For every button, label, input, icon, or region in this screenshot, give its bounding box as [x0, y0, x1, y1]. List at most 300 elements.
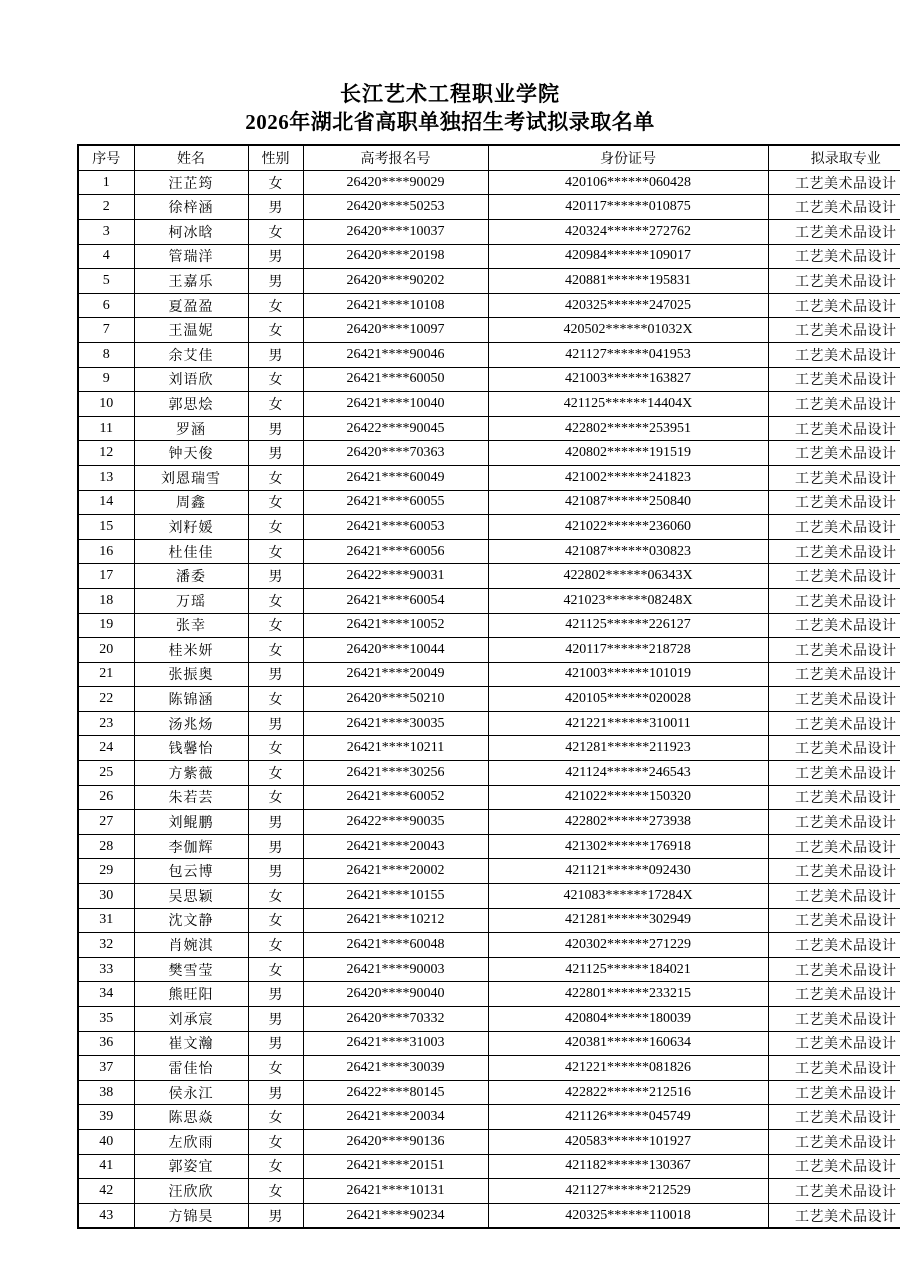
document-title-block [0, 0, 900, 135]
cell-index: 20 [78, 638, 134, 663]
cell-major: 工艺美术品设计 [768, 1203, 900, 1228]
cell-exam-no: 26421****10108 [303, 293, 488, 318]
cell-exam-no: 26420****50253 [303, 195, 488, 220]
cell-major: 工艺美术品设计 [768, 884, 900, 909]
cell-name: 肖婉淇 [134, 933, 248, 958]
cell-id-no: 420105******020028 [488, 687, 768, 712]
table-row [78, 638, 900, 663]
cell-index: 25 [78, 761, 134, 786]
cell-name: 刘鲲鹏 [134, 810, 248, 835]
table-row [78, 392, 900, 417]
cell-gender: 男 [248, 564, 303, 589]
cell-name: 熊旺阳 [134, 982, 248, 1007]
cell-exam-no: 26421****90003 [303, 957, 488, 982]
cell-gender: 女 [248, 318, 303, 343]
cell-major: 工艺美术品设计 [768, 539, 900, 564]
cell-gender: 女 [248, 490, 303, 515]
cell-exam-no: 26421****20043 [303, 834, 488, 859]
cell-major: 工艺美术品设计 [768, 416, 900, 441]
table-row [78, 785, 900, 810]
cell-index: 12 [78, 441, 134, 466]
cell-major: 工艺美术品设计 [768, 392, 900, 417]
table-row [78, 293, 900, 318]
cell-index: 11 [78, 416, 134, 441]
column-header-index: 序号 [78, 145, 134, 170]
cell-name: 方紫薇 [134, 761, 248, 786]
cell-name: 王温妮 [134, 318, 248, 343]
cell-name: 沈文静 [134, 908, 248, 933]
cell-gender: 男 [248, 662, 303, 687]
table-row [78, 515, 900, 540]
cell-gender: 女 [248, 220, 303, 245]
cell-id-no: 421125******184021 [488, 957, 768, 982]
cell-exam-no: 26420****90136 [303, 1129, 488, 1154]
cell-id-no: 420802******191519 [488, 441, 768, 466]
cell-index: 32 [78, 933, 134, 958]
cell-name: 吴思颖 [134, 884, 248, 909]
table-row [78, 1129, 900, 1154]
table-row [78, 1105, 900, 1130]
cell-major: 工艺美术品设计 [768, 1007, 900, 1032]
cell-name: 万瑶 [134, 588, 248, 613]
cell-major: 工艺美术品设计 [768, 933, 900, 958]
column-header-gender: 性别 [248, 145, 303, 170]
cell-gender: 女 [248, 170, 303, 195]
cell-exam-no: 26421****20049 [303, 662, 488, 687]
table-row [78, 465, 900, 490]
cell-major: 工艺美术品设计 [768, 859, 900, 884]
cell-index: 27 [78, 810, 134, 835]
cell-name: 汪芷筠 [134, 170, 248, 195]
cell-index: 37 [78, 1056, 134, 1081]
cell-name: 雷佳怡 [134, 1056, 248, 1081]
institution-name: 长江艺术工程职业学院 [340, 82, 560, 106]
cell-exam-no: 26420****20198 [303, 244, 488, 269]
cell-id-no: 420302******271229 [488, 933, 768, 958]
table-row [78, 933, 900, 958]
table-row [78, 220, 900, 245]
table-row [78, 662, 900, 687]
cell-exam-no: 26421****30035 [303, 711, 488, 736]
cell-name: 包云博 [134, 859, 248, 884]
table-row [78, 1179, 900, 1204]
table-row [78, 490, 900, 515]
cell-major: 工艺美术品设计 [768, 293, 900, 318]
cell-name: 朱若芸 [134, 785, 248, 810]
cell-id-no: 420381******160634 [488, 1031, 768, 1056]
cell-gender: 女 [248, 884, 303, 909]
cell-name: 左欣雨 [134, 1129, 248, 1154]
table-row [78, 170, 900, 195]
cell-major: 工艺美术品设计 [768, 170, 900, 195]
cell-id-no: 420325******247025 [488, 293, 768, 318]
cell-id-no: 420117******218728 [488, 638, 768, 663]
cell-name: 汤兆炀 [134, 711, 248, 736]
table-header [78, 145, 900, 170]
cell-exam-no: 26421****10052 [303, 613, 488, 638]
cell-index: 17 [78, 564, 134, 589]
cell-name: 郭思烩 [134, 392, 248, 417]
cell-id-no: 421127******041953 [488, 342, 768, 367]
cell-name: 樊雪莹 [134, 957, 248, 982]
table-row [78, 1056, 900, 1081]
cell-id-no: 421125******14404X [488, 392, 768, 417]
cell-gender: 女 [248, 761, 303, 786]
cell-id-no: 421302******176918 [488, 834, 768, 859]
table-row [78, 539, 900, 564]
cell-id-no: 420117******010875 [488, 195, 768, 220]
cell-id-no: 422801******233215 [488, 982, 768, 1007]
table-row [78, 367, 900, 392]
cell-gender: 女 [248, 465, 303, 490]
cell-exam-no: 26421****10040 [303, 392, 488, 417]
cell-exam-no: 26421****31003 [303, 1031, 488, 1056]
cell-index: 42 [78, 1179, 134, 1204]
cell-index: 24 [78, 736, 134, 761]
cell-index: 7 [78, 318, 134, 343]
cell-gender: 女 [248, 908, 303, 933]
table-row [78, 761, 900, 786]
cell-index: 41 [78, 1154, 134, 1179]
cell-gender: 女 [248, 1056, 303, 1081]
table-row [78, 687, 900, 712]
cell-id-no: 420881******195831 [488, 269, 768, 294]
cell-major: 工艺美术品设计 [768, 367, 900, 392]
cell-major: 工艺美术品设计 [768, 1154, 900, 1179]
cell-index: 22 [78, 687, 134, 712]
cell-gender: 女 [248, 588, 303, 613]
cell-exam-no: 26421****60048 [303, 933, 488, 958]
cell-gender: 男 [248, 416, 303, 441]
table-row [78, 588, 900, 613]
cell-major: 工艺美术品设计 [768, 785, 900, 810]
cell-id-no: 421087******250840 [488, 490, 768, 515]
cell-exam-no: 26421****60050 [303, 367, 488, 392]
cell-index: 26 [78, 785, 134, 810]
column-header-id-no: 身份证号 [488, 145, 768, 170]
table-row [78, 1007, 900, 1032]
cell-index: 34 [78, 982, 134, 1007]
cell-gender: 女 [248, 392, 303, 417]
cell-gender: 女 [248, 613, 303, 638]
table-body [78, 170, 900, 1228]
cell-exam-no: 26420****90202 [303, 269, 488, 294]
cell-exam-no: 26421****10211 [303, 736, 488, 761]
cell-name: 李伽辉 [134, 834, 248, 859]
cell-gender: 男 [248, 1031, 303, 1056]
cell-name: 徐梓涵 [134, 195, 248, 220]
cell-exam-no: 26421****60052 [303, 785, 488, 810]
cell-id-no: 421121******092430 [488, 859, 768, 884]
cell-exam-no: 26420****10037 [303, 220, 488, 245]
cell-major: 工艺美术品设计 [768, 220, 900, 245]
cell-id-no: 421022******150320 [488, 785, 768, 810]
cell-gender: 女 [248, 1129, 303, 1154]
table-row [78, 859, 900, 884]
admission-roster-table [77, 144, 900, 1229]
table-header-row [78, 145, 900, 170]
cell-id-no: 421126******045749 [488, 1105, 768, 1130]
cell-gender: 男 [248, 441, 303, 466]
cell-id-no: 420984******109017 [488, 244, 768, 269]
cell-id-no: 421023******08248X [488, 588, 768, 613]
cell-id-no: 421022******236060 [488, 515, 768, 540]
cell-id-no: 421127******212529 [488, 1179, 768, 1204]
page-title: 2026年湖北省高职单独招生考试拟录取名单 [245, 109, 655, 134]
cell-name: 方锦昊 [134, 1203, 248, 1228]
cell-major: 工艺美术品设计 [768, 342, 900, 367]
cell-gender: 男 [248, 982, 303, 1007]
cell-index: 3 [78, 220, 134, 245]
cell-gender: 女 [248, 1154, 303, 1179]
cell-id-no: 420325******110018 [488, 1203, 768, 1228]
cell-gender: 男 [248, 244, 303, 269]
cell-index: 16 [78, 539, 134, 564]
cell-gender: 男 [248, 810, 303, 835]
cell-major: 工艺美术品设计 [768, 613, 900, 638]
cell-index: 21 [78, 662, 134, 687]
table-row [78, 613, 900, 638]
cell-gender: 女 [248, 785, 303, 810]
table-row [78, 269, 900, 294]
cell-index: 14 [78, 490, 134, 515]
cell-exam-no: 26420****10097 [303, 318, 488, 343]
column-header-name: 姓名 [134, 145, 248, 170]
cell-exam-no: 26421****10131 [303, 1179, 488, 1204]
cell-id-no: 420583******101927 [488, 1129, 768, 1154]
cell-index: 33 [78, 957, 134, 982]
cell-major: 工艺美术品设计 [768, 687, 900, 712]
cell-index: 38 [78, 1080, 134, 1105]
cell-major: 工艺美术品设计 [768, 441, 900, 466]
cell-exam-no: 26422****90045 [303, 416, 488, 441]
cell-exam-no: 26420****70363 [303, 441, 488, 466]
cell-index: 13 [78, 465, 134, 490]
cell-name: 郭姿宜 [134, 1154, 248, 1179]
cell-exam-no: 26421****60055 [303, 490, 488, 515]
cell-gender: 女 [248, 736, 303, 761]
cell-exam-no: 26421****20002 [303, 859, 488, 884]
cell-gender: 男 [248, 269, 303, 294]
cell-name: 钟天俊 [134, 441, 248, 466]
cell-exam-no: 26421****10155 [303, 884, 488, 909]
cell-major: 工艺美术品设计 [768, 244, 900, 269]
cell-exam-no: 26421****60053 [303, 515, 488, 540]
cell-exam-no: 26421****30256 [303, 761, 488, 786]
cell-major: 工艺美术品设计 [768, 638, 900, 663]
cell-id-no: 421281******211923 [488, 736, 768, 761]
cell-gender: 男 [248, 342, 303, 367]
cell-exam-no: 26421****90046 [303, 342, 488, 367]
cell-major: 工艺美术品设计 [768, 1129, 900, 1154]
cell-id-no: 421221******081826 [488, 1056, 768, 1081]
cell-name: 侯永江 [134, 1080, 248, 1105]
cell-major: 工艺美术品设计 [768, 711, 900, 736]
cell-major: 工艺美术品设计 [768, 982, 900, 1007]
cell-exam-no: 26420****10044 [303, 638, 488, 663]
cell-exam-no: 26420****90029 [303, 170, 488, 195]
cell-id-no: 421003******163827 [488, 367, 768, 392]
cell-name: 刘承宸 [134, 1007, 248, 1032]
cell-gender: 男 [248, 859, 303, 884]
cell-gender: 女 [248, 957, 303, 982]
table-row [78, 957, 900, 982]
cell-name: 潘委 [134, 564, 248, 589]
cell-gender: 男 [248, 1203, 303, 1228]
cell-index: 10 [78, 392, 134, 417]
cell-gender: 女 [248, 687, 303, 712]
cell-id-no: 421182******130367 [488, 1154, 768, 1179]
cell-name: 崔文瀚 [134, 1031, 248, 1056]
cell-index: 5 [78, 269, 134, 294]
cell-gender: 女 [248, 638, 303, 663]
cell-major: 工艺美术品设计 [768, 1031, 900, 1056]
cell-gender: 男 [248, 1080, 303, 1105]
cell-exam-no: 26422****90031 [303, 564, 488, 589]
cell-index: 43 [78, 1203, 134, 1228]
cell-exam-no: 26421****20151 [303, 1154, 488, 1179]
cell-gender: 男 [248, 1007, 303, 1032]
cell-gender: 男 [248, 834, 303, 859]
cell-major: 工艺美术品设计 [768, 318, 900, 343]
cell-id-no: 421087******030823 [488, 539, 768, 564]
cell-exam-no: 26420****90040 [303, 982, 488, 1007]
cell-exam-no: 26422****80145 [303, 1080, 488, 1105]
cell-gender: 女 [248, 293, 303, 318]
cell-major: 工艺美术品设计 [768, 490, 900, 515]
cell-index: 23 [78, 711, 134, 736]
cell-major: 工艺美术品设计 [768, 195, 900, 220]
cell-name: 周鑫 [134, 490, 248, 515]
cell-index: 15 [78, 515, 134, 540]
cell-gender: 女 [248, 1179, 303, 1204]
cell-major: 工艺美术品设计 [768, 1179, 900, 1204]
cell-exam-no: 26421****30039 [303, 1056, 488, 1081]
cell-name: 桂米妍 [134, 638, 248, 663]
cell-major: 工艺美术品设计 [768, 465, 900, 490]
table-row [78, 908, 900, 933]
cell-name: 罗涵 [134, 416, 248, 441]
cell-id-no: 420804******180039 [488, 1007, 768, 1032]
table-row [78, 1080, 900, 1105]
cell-index: 6 [78, 293, 134, 318]
table-row [78, 1203, 900, 1228]
column-header-exam-no: 高考报名号 [303, 145, 488, 170]
cell-major: 工艺美术品设计 [768, 1056, 900, 1081]
cell-index: 8 [78, 342, 134, 367]
cell-exam-no: 26420****50210 [303, 687, 488, 712]
cell-exam-no: 26421****60049 [303, 465, 488, 490]
cell-exam-no: 26421****60056 [303, 539, 488, 564]
table-row [78, 416, 900, 441]
table-row [78, 810, 900, 835]
table-row [78, 195, 900, 220]
cell-index: 39 [78, 1105, 134, 1130]
cell-id-no: 422802******06343X [488, 564, 768, 589]
cell-exam-no: 26420****70332 [303, 1007, 488, 1032]
cell-gender: 女 [248, 539, 303, 564]
cell-name: 汪欣欣 [134, 1179, 248, 1204]
cell-id-no: 422802******273938 [488, 810, 768, 835]
roster-table-container [77, 144, 897, 1229]
table-row [78, 342, 900, 367]
cell-index: 9 [78, 367, 134, 392]
cell-index: 28 [78, 834, 134, 859]
cell-name: 柯冰晗 [134, 220, 248, 245]
cell-id-no: 421083******17284X [488, 884, 768, 909]
cell-major: 工艺美术品设计 [768, 662, 900, 687]
cell-id-no: 421281******302949 [488, 908, 768, 933]
cell-index: 36 [78, 1031, 134, 1056]
table-row [78, 1031, 900, 1056]
cell-gender: 女 [248, 933, 303, 958]
cell-id-no: 421124******246543 [488, 761, 768, 786]
cell-gender: 男 [248, 195, 303, 220]
cell-id-no: 422802******253951 [488, 416, 768, 441]
cell-major: 工艺美术品设计 [768, 957, 900, 982]
cell-gender: 女 [248, 1105, 303, 1130]
cell-index: 30 [78, 884, 134, 909]
cell-major: 工艺美术品设计 [768, 761, 900, 786]
cell-name: 余艾佳 [134, 342, 248, 367]
cell-id-no: 421221******310011 [488, 711, 768, 736]
table-row [78, 564, 900, 589]
cell-id-no: 421002******241823 [488, 465, 768, 490]
cell-name: 王嘉乐 [134, 269, 248, 294]
cell-exam-no: 26421****60054 [303, 588, 488, 613]
cell-major: 工艺美术品设计 [768, 1105, 900, 1130]
cell-name: 刘语欣 [134, 367, 248, 392]
cell-name: 夏盈盈 [134, 293, 248, 318]
cell-major: 工艺美术品设计 [768, 269, 900, 294]
cell-gender: 女 [248, 515, 303, 540]
cell-major: 工艺美术品设计 [768, 736, 900, 761]
cell-id-no: 421003******101019 [488, 662, 768, 687]
cell-exam-no: 26421****10212 [303, 908, 488, 933]
table-row [78, 441, 900, 466]
column-header-major: 拟录取专业 [768, 145, 900, 170]
cell-name: 陈思焱 [134, 1105, 248, 1130]
cell-id-no: 422822******212516 [488, 1080, 768, 1105]
table-row [78, 834, 900, 859]
cell-id-no: 421125******226127 [488, 613, 768, 638]
cell-exam-no: 26421****20034 [303, 1105, 488, 1130]
table-row [78, 318, 900, 343]
cell-exam-no: 26422****90035 [303, 810, 488, 835]
table-row [78, 244, 900, 269]
cell-exam-no: 26421****90234 [303, 1203, 488, 1228]
cell-index: 4 [78, 244, 134, 269]
cell-name: 张振奥 [134, 662, 248, 687]
cell-index: 40 [78, 1129, 134, 1154]
cell-index: 2 [78, 195, 134, 220]
cell-id-no: 420324******272762 [488, 220, 768, 245]
cell-id-no: 420502******01032X [488, 318, 768, 343]
cell-index: 29 [78, 859, 134, 884]
cell-index: 35 [78, 1007, 134, 1032]
cell-name: 刘恩瑞雪 [134, 465, 248, 490]
cell-index: 1 [78, 170, 134, 195]
table-row [78, 982, 900, 1007]
cell-name: 陈锦涵 [134, 687, 248, 712]
cell-major: 工艺美术品设计 [768, 810, 900, 835]
cell-gender: 女 [248, 367, 303, 392]
cell-name: 张幸 [134, 613, 248, 638]
table-row [78, 711, 900, 736]
cell-index: 19 [78, 613, 134, 638]
cell-major: 工艺美术品设计 [768, 908, 900, 933]
cell-index: 18 [78, 588, 134, 613]
